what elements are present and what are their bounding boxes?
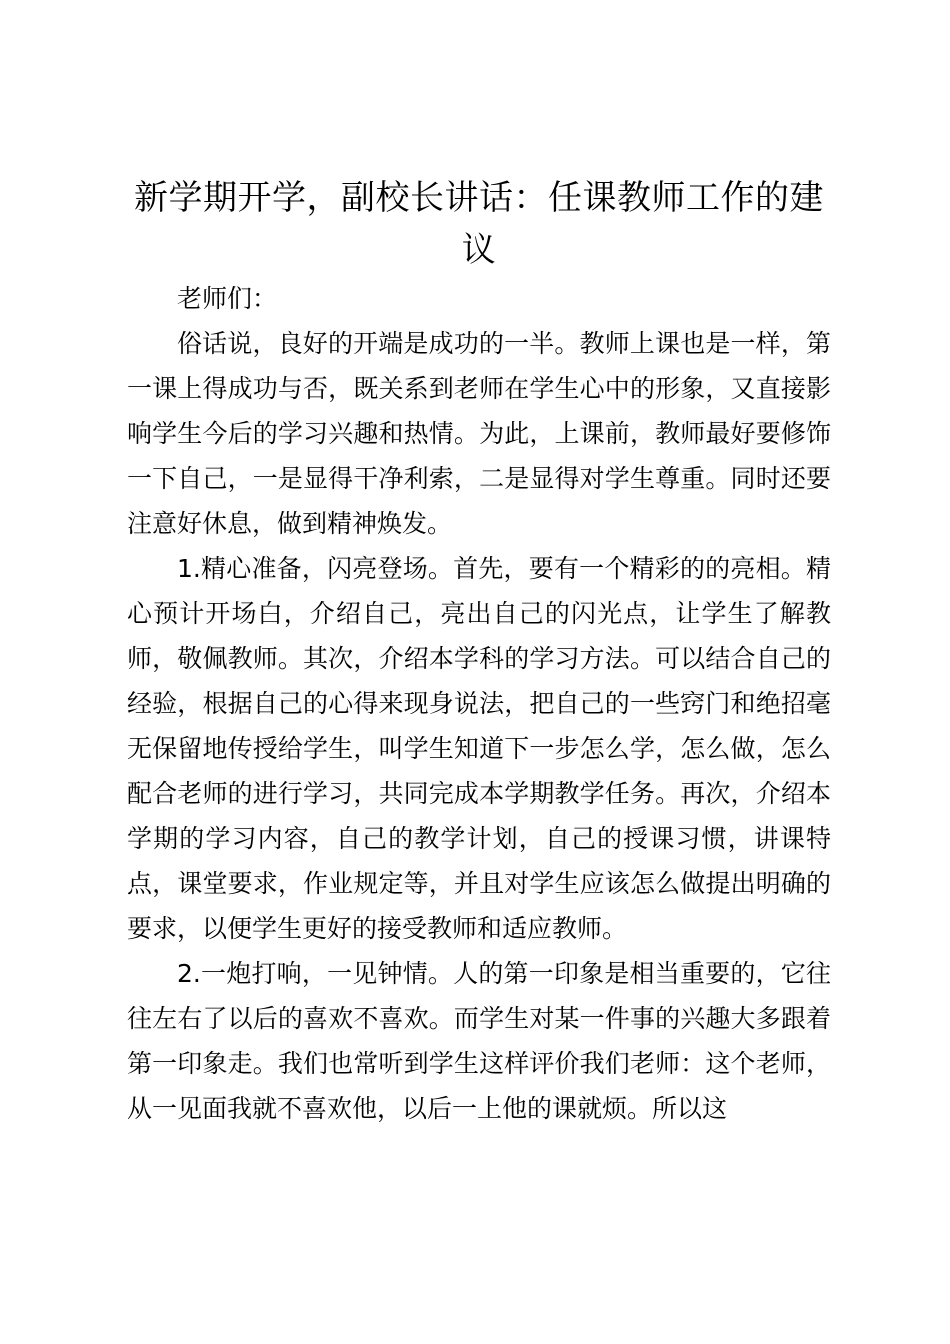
document-body bbox=[127, 276, 831, 1131]
paragraph-intro: 俗话说，良好的开端是成功的一半。教师上课也是一样，第一课上得成功与否，既关系到老师在学生心中的形象，又直接影响学生今后的学习兴趣和热情。为此，上课前，教师最好要修饰一下自己，一是显得干净利索，二是显得对学生尊重。同时还要注意好休息，做到精神焕发。 bbox=[127, 329, 831, 538]
salutation: 老师们： bbox=[177, 284, 278, 313]
paragraph-point-2: 2.一炮打响，一见钟情。人的第一印象是相当重要的，它往往左右了以后的喜欢不喜欢。而学生对某一件事的兴趣大多跟着第一印象走。我们也常听到学生这样评价我们老师：这个老师，从一见面我就不喜欢他，以后一上他的课就烦。所以这 bbox=[127, 959, 831, 1123]
document-title: 新学期开学，副校长讲话：任课教师工作的建议 bbox=[134, 178, 824, 270]
paragraph-point-1: 1.精心准备，闪亮登场。首先，要有一个精彩的的亮相。精心预计开场白，介绍自己，亮出自己的闪光点，让学生了解教师，敬佩教师。其次，介绍本学科的学习方法。可以结合自己的经验，根据自己的心得来现身说法，把自己的一些窍门和绝招毫无保留地传授给学生，叫学生知道下一步怎么学，怎么做，怎么配合老师的进行学习，共同完成本学期教学任务。再次，介绍本学期的学习内容，自己的教学计划，自己的授课习惯，讲课特点，课堂要求，作业规定等，并且对学生应该怎么做提出明确的要求，以便学生更好的接受教师和适应教师。 bbox=[127, 554, 831, 943]
